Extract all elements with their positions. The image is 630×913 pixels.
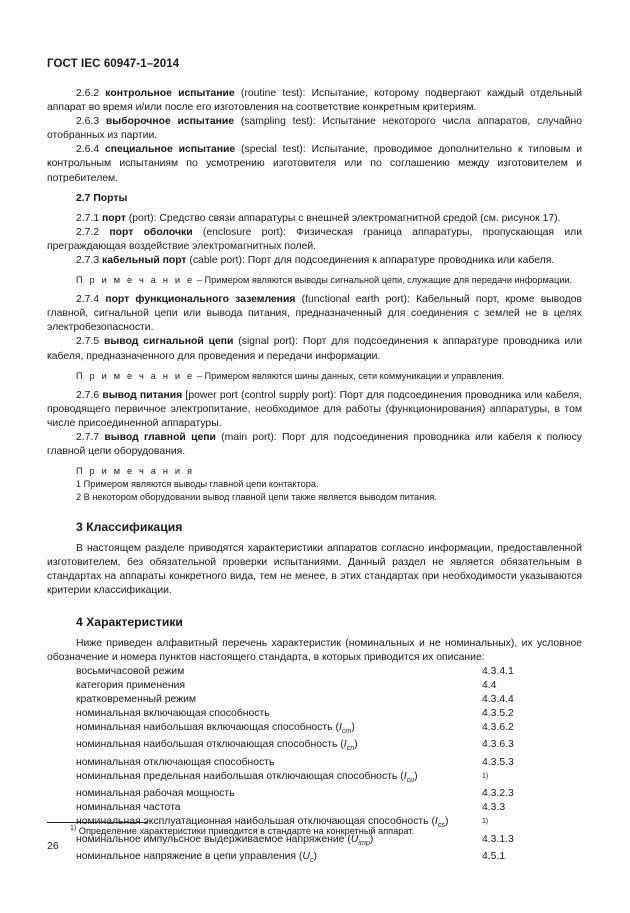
term: порт оболочки	[109, 226, 193, 238]
section-3-text: В настоящем разделе приводятся характеристики аппаратов согласно информации, предоставленной изготовителем, без обязательной проверки испытаниями. Данный раздел не является обязательным в стандартах на аппараты конкретного вида, тем не менее, в этих стандартах при необходимости указываются критерии классификации.	[47, 543, 582, 597]
characteristic-name: восьмичасовой режим	[76, 665, 185, 677]
characteristic-row	[47, 850, 582, 867]
clause-2-7-3	[47, 254, 582, 268]
clause-2-7-2	[47, 226, 582, 254]
characteristic-row	[47, 738, 582, 755]
note-item: 2 В некотором оборудовании вывод главной цепи также является выводом питания.	[76, 492, 437, 503]
note-text: – Примером являются выводы сигнальной цепи, служащие для передачи информации.	[194, 275, 573, 286]
document-body	[47, 87, 582, 867]
clause-number: 2.7.4	[76, 294, 106, 306]
characteristic-clause-ref: 4.3.1.3	[482, 833, 514, 845]
section-2-7-heading: 2.7 Порты	[76, 192, 128, 204]
characteristic-name: номинальная предельная наибольшая отключающая способность $(I_{cu})$	[76, 770, 418, 784]
characteristic-name: категория применения	[76, 679, 185, 691]
characteristic-clause-ref: 1)	[482, 818, 489, 826]
definition: (routine test): Испытание, которому подвергают каждый отдельный аппарат во время и/или после его изготовления на соответствие конкретным критериям.	[47, 88, 583, 114]
term: порт	[102, 212, 126, 224]
clause-2-6-3	[47, 115, 582, 143]
characteristic-row	[47, 787, 582, 801]
clause-number: 2.7.3	[76, 255, 102, 267]
term: выборочное испытание	[105, 116, 235, 128]
note-text: – Примером являются шины данных, сети коммуникации и управления.	[194, 370, 505, 381]
characteristic-clause-ref: 1)	[482, 772, 489, 780]
characteristic-name: номинальная рабочая мощность	[76, 788, 235, 800]
clause-2-6-2	[47, 87, 582, 115]
definition: (main port): Порт для подсоединения проводника или кабеля к полюсу главной цепи оборудования.	[47, 431, 582, 457]
notes-block	[47, 465, 582, 504]
characteristic-row	[47, 721, 582, 738]
note-data-bus	[47, 370, 582, 383]
characteristic-symbol: $I_{cs}$	[434, 816, 445, 830]
clause-number: 2.7.6	[76, 389, 103, 401]
characteristic-symbol: $U_{imp}$	[350, 833, 370, 848]
clause-number: 2.7.1	[76, 212, 102, 224]
definition: (signal port): Порт для подсоединения к аппаратуре проводника или кабеля, предназначенного для проведения и передачи информации.	[47, 336, 583, 362]
characteristic-clause-ref: 4.3.5.3	[482, 756, 514, 768]
clause-number: 2.7.2	[76, 226, 110, 238]
characteristic-clause-ref: 4.3.6.2	[482, 722, 514, 734]
characteristic-name: номинальная эксплуатационная наибольшая отключающая способность $(I_{cs})$	[76, 816, 449, 830]
definition: (sampling test): Испытание некоторого числа аппаратов, случайно отобранных из партии.	[47, 116, 582, 142]
characteristic-name: номинальная включающая способность	[76, 708, 270, 720]
characteristic-clause-ref: 4.3.6.3	[482, 739, 514, 751]
characteristic-clause-ref: 4.3.4.1	[482, 665, 514, 677]
characteristic-name: номинальная частота	[76, 802, 181, 814]
term: кабельный порт	[102, 255, 187, 267]
characteristic-row	[47, 679, 582, 693]
characteristic-row	[47, 756, 582, 770]
characteristic-clause-ref: 4.3.4.4	[482, 694, 514, 705]
clause-2-6-4	[47, 143, 582, 185]
term: порт функционального заземления	[105, 294, 296, 306]
note-label: П р и м е ч а н и е	[76, 275, 195, 286]
term: контрольное испытание	[105, 88, 235, 99]
term: вывод питания	[102, 389, 183, 401]
characteristic-symbol: $I_{cn}$	[343, 739, 355, 753]
definition: [power port (control supply port): Порт для подсоединения проводника или кабеля, проводящего первичное электропитание, необходимое для работы (функционирования) аппаратуры, в том числе присоединенной аппаратуры.	[47, 389, 583, 429]
definition: (port): Средство связи аппаратуры с внешней электромагнитной средой (см. рисунок 17).	[125, 212, 561, 224]
characteristic-row	[47, 770, 582, 788]
clause-2-7-5	[47, 335, 582, 363]
footnote-separator	[47, 822, 147, 823]
clause-2-7-6	[47, 389, 582, 431]
footnote-text: Определение характеристики приводится в стандарте на конкретный аппарат.	[78, 826, 415, 837]
page-number: 26	[47, 840, 59, 852]
section-4-text: Ниже приведен алфавитный перечень характеристик (номинальных и не номинальных), их условное обозначение и номера пунктов настоящего стандарта, в которых приводится их описание:	[47, 637, 582, 663]
clause-number: 2.7.5	[76, 336, 104, 348]
characteristic-clause-ref: 4.3.3	[482, 802, 506, 814]
clause-number: 2.6.2	[76, 88, 106, 99]
characteristic-clause-ref: 4.4	[482, 679, 497, 691]
characteristic-symbol: $I_{cu}$	[403, 770, 415, 784]
term: вывод главной цепи	[104, 431, 216, 443]
characteristic-symbol: $I_{cm}$	[338, 722, 352, 736]
characteristic-name: кратковременный режим	[76, 694, 197, 705]
characteristic-clause-ref: 4.3.5.2	[482, 708, 514, 720]
clause-number: 2.6.4	[76, 144, 105, 156]
characteristics-list	[47, 665, 582, 867]
characteristic-row	[47, 801, 582, 815]
clause-number: 2.6.3	[76, 116, 106, 128]
definition: (functional earth port): Кабельный порт, кроме выводов главной, сигнальной цепи или вывода питания, предназначенный для соединения с землей не в целях электробезопасности.	[47, 294, 583, 334]
characteristic-name: номинальное напряжение в цепи управления $(U_c)$	[76, 851, 317, 865]
clause-2-7-7	[47, 431, 582, 459]
footnote-mark: 1)	[70, 825, 77, 832]
notes-label: П р и м е ч а н и я	[76, 466, 195, 477]
note-item: 1 Примером являются выводы главной цепи контактора.	[76, 479, 319, 490]
note-signal	[47, 274, 582, 287]
section-4-heading: 4 Характеристики	[76, 614, 183, 629]
characteristic-symbol: $U_c$	[302, 851, 314, 865]
characteristic-clause-ref: 4.3.2.3	[482, 788, 514, 800]
section-3-heading: 3 Классификация	[76, 520, 183, 535]
characteristic-row	[47, 665, 582, 679]
definition: (enclosure port): Физическая граница аппаратуры, пропускающая или преграждающая воздействие электромагнитных полей.	[47, 226, 582, 252]
characteristic-name: номинальная отключающая способность	[76, 756, 275, 768]
note-label: П р и м е ч а н и е	[76, 370, 195, 381]
footnote	[70, 825, 414, 836]
characteristic-clause-ref: 4.5.1	[482, 851, 506, 863]
characteristic-name: номинальная наибольшая отключающая способность $(I_{cn})$	[76, 739, 358, 753]
characteristic-name: номинальная наибольшая включающая способность $(I_{cm})$	[76, 722, 355, 736]
characteristic-name: номинальное импульсное выдерживаемое напряжение $(U_{imp})$	[76, 833, 374, 848]
clause-number: 2.7.7	[76, 431, 105, 443]
characteristic-row	[47, 707, 582, 721]
term: вывод сигнальной цепи	[103, 336, 234, 348]
term: специальное испытание	[104, 144, 236, 156]
definition: (cable port): Порт для подсоединения к аппаратуре проводника или кабеля.	[186, 255, 555, 267]
characteristic-row	[47, 693, 582, 707]
document-header: ГОСТ IEC 60947-1–2014	[47, 58, 180, 70]
definition: (special test): Испытание, проводимое дополнительно к типовым и контрольным испытаниям по усмотрению изготовителя или по соглашению между изготовителем и потребителем.	[47, 144, 583, 184]
clause-2-7-4	[47, 293, 582, 335]
clause-2-7-1	[47, 212, 582, 226]
